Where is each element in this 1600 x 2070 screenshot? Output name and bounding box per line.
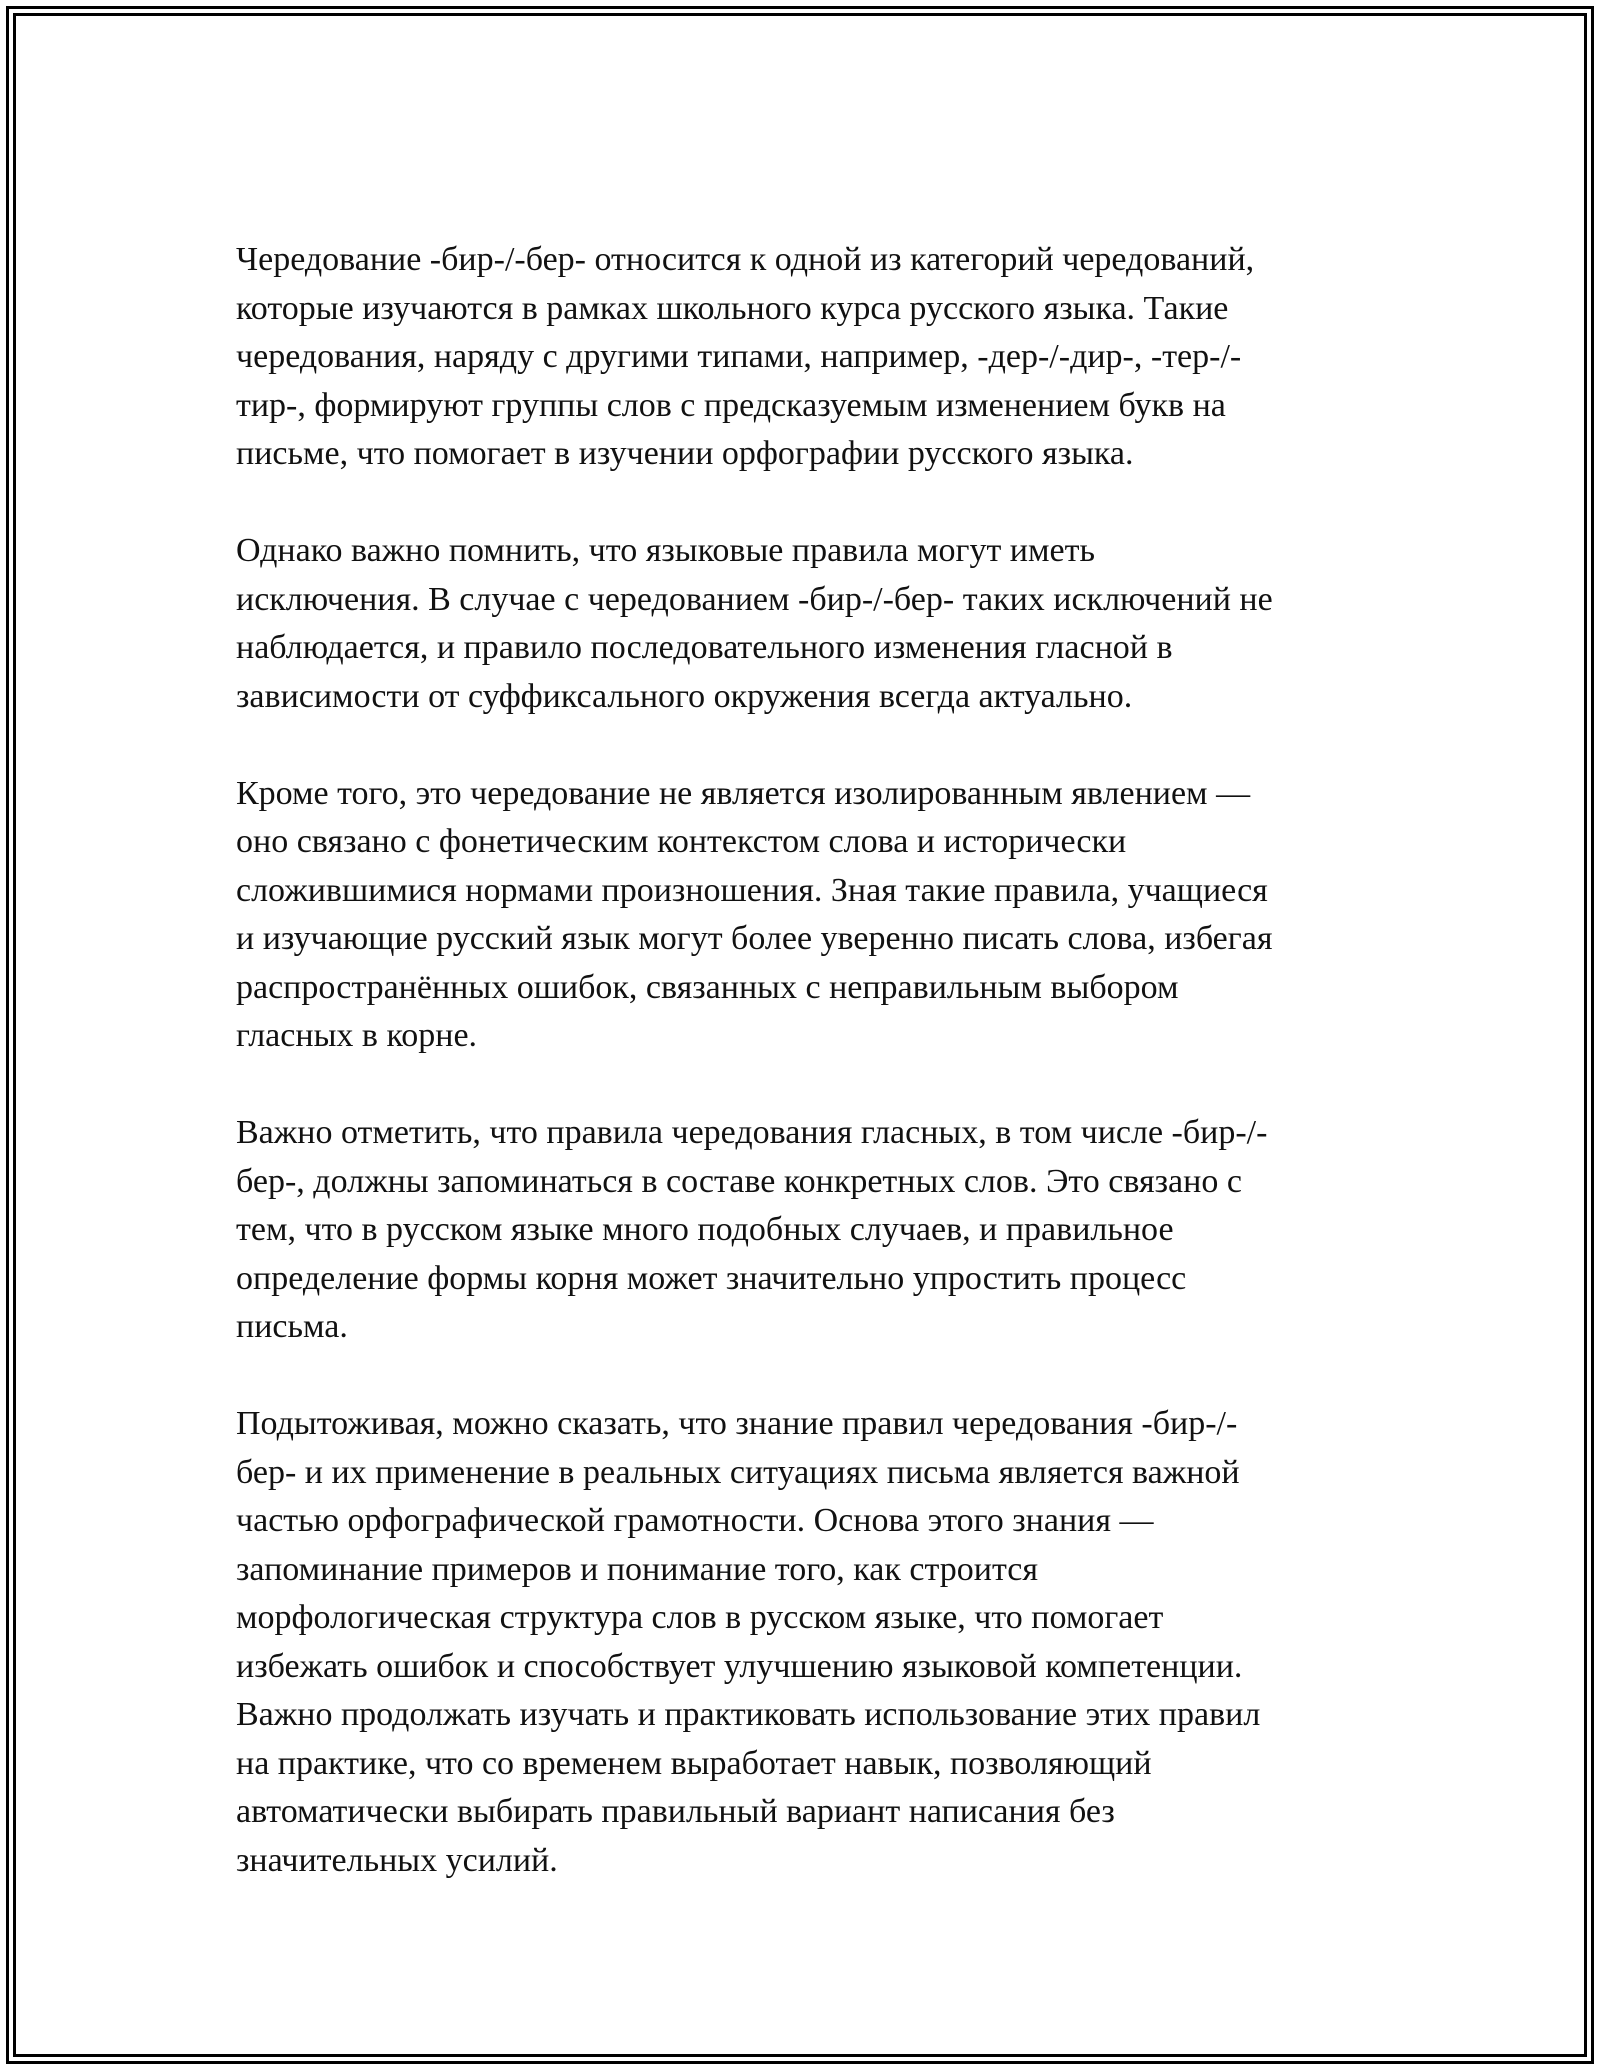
paragraph-5: Подытоживая, можно сказать, что знание правил чередования -бир-/- бер- и их применение в реальных ситуациях письма является важной частью орфографической грамотности. Основа этого знания — запоминание примеров и понимание того, как строится морфологическая структура слов в русском языке, что помогает избежать ошибок и способствует улучшению языковой компетенции. Важно продолжать изучать и практиковать использование этих правил на практике, что со временем выработает навык, позволяющий автоматически выбирать правильный вариант написания без значительных усилий.	[236, 1405, 1261, 1879]
paragraph-3: Кроме того, это чередование не является изолированным явлением — оно связано с фонетическим контекстом слова и исторически сложившимися нормами произношения. Зная такие правила, учащиеся и изучающие русский язык могут более уверенно писать слова, избегая распространённых ошибок, связанных с неправильным выбором гласных в корне.	[236, 774, 1273, 1054]
paragraph-4: Важно отметить, что правила чередования гласных, в том числе -бир-/- бер-, должны запоминаться в составе конкретных слов. Это связано с тем, что в русском языке много подобных случаев, и правильное определение формы корня может значительно упростить процесс письма.	[236, 1114, 1268, 1345]
document-body	[236, 236, 1376, 1885]
paragraph-1: Чередование -бир-/-бер- относится к одной из категорий чередований, которые изучаются в рамках школьного курса русского языка. Такие чередования, наряду с другими типами, например, -дер-/-дир-, -тер-/- тир-, формируют группы слов с предсказуемым изменением букв на письме, что помогает в изучении орфографии русского языка.	[236, 241, 1255, 472]
paragraph-2: Однако важно помнить, что языковые правила могут иметь исключения. В случае с чередованием -бир-/-бер- таких исключений не наблюдается, и правило последовательного изменения гласной в зависимости от суффиксального окружения всегда актуально.	[236, 532, 1273, 715]
